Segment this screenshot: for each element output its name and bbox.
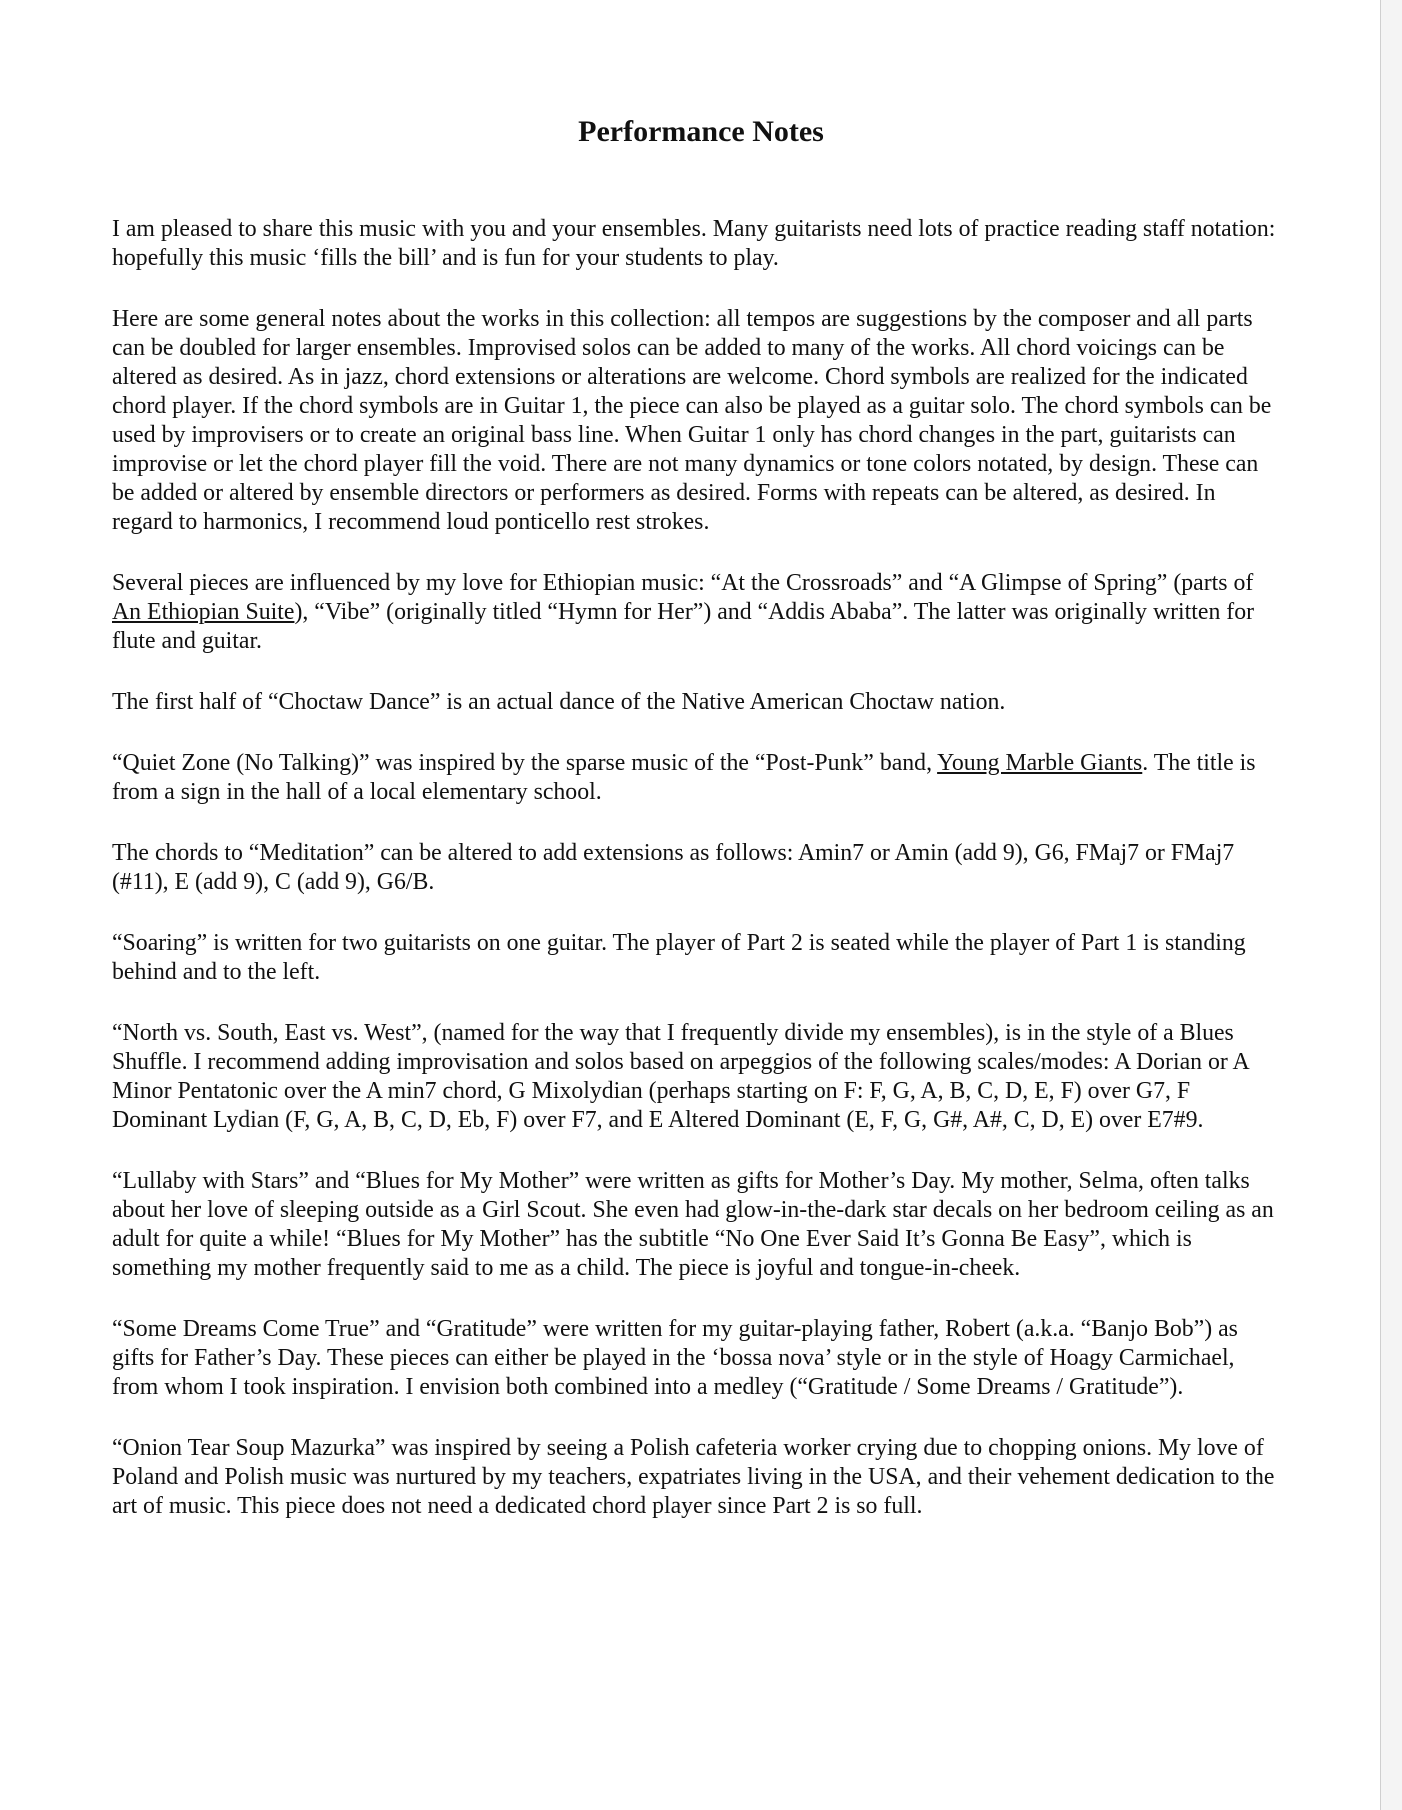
paragraph-text: ), “Vibe” (originally titled “Hymn for Her”) and “Addis Ababa”. The latter was originally written for flute and guitar. [112, 599, 1255, 654]
paragraph-some-dreams: “Some Dreams Come True” and “Gratitude” were written for my guitar-playing father, Robert (a.k.a. “Banjo Bob”) as gifts for Father’s Day. These pieces can either be played in the ‘bossa nova’ style or in the style of Hoagy Carmichael, from whom I took inspiration. I envision both combined into a medley (“Gratitude / Some Dreams / Gratitude”). [112, 1316, 1238, 1400]
paragraph-north-south: “North vs. South, East vs. West”, (named for the way that I frequently divide my ensembles), is in the style of a Blues Shuffle. I recommend adding improvisation and solos based on arpeggios of the following scales/modes: A Dorian or A Minor Pentatonic over the A min7 chord, G Mixolydian (perhaps starting on F: F, G, A, B, C, D, E, F) over G7, F Dominant Lydian (F, G, A, B, C, D, Eb, F) over F7, and E Altered Dominant (E, F, G, G#, A#, C, D, E) over E7#9. [112, 1020, 1249, 1133]
paragraph-text: “Quiet Zone (No Talking)” was inspired by the sparse music of the “Post-Punk” band, [112, 750, 938, 776]
paragraph-quiet-zone [112, 749, 1282, 807]
paragraph-soaring: “Soaring” is written for two guitarists on one guitar. The player of Part 2 is seated while the player of Part 1 is standing behind and to the left. [112, 930, 1246, 985]
document-body [112, 215, 1282, 1553]
paragraph-ethiopian [112, 569, 1282, 656]
paragraph-text: . The title is from a sign in the hall of a local elementary school. [112, 750, 1256, 805]
underlined-band-name: Young Marble Giants [937, 750, 1143, 776]
paragraph-onion-tear: “Onion Tear Soup Mazurka” was inspired by seeing a Polish cafeteria worker crying due to chopping onions. My love of Poland and Polish music was nurtured by my teachers, expatriates living in the USA, and their vehement dedication to the art of music. This piece does not need a dedicated chord player since Part 2 is so full. [112, 1435, 1275, 1519]
paragraph-text: Several pieces are influenced by my love for Ethiopian music: “At the Crossroads” and “A Glimpse of Spring” (parts of [112, 570, 1254, 596]
paragraph-lullaby: “Lullaby with Stars” and “Blues for My Mother” were written as gifts for Mother’s Day. My mother, Selma, often talks about her love of sleeping outside as a Girl Scout. She even had glow-in-the-dark star decals on her bedroom ceiling as an adult for quite a while! “Blues for My Mother” has the subtitle “No One Ever Said It’s Gonna Be Easy”, which is something my mother frequently said to me as a child. The piece is joyful and tongue-in-cheek. [112, 1168, 1274, 1281]
paragraph-meditation: The chords to “Meditation” can be altered to add extensions as follows: Amin7 or Amin (add 9), G6, FMaj7 or FMaj7 (#11), E (add 9), C (add 9), G6/B. [112, 840, 1235, 895]
page-title: Performance Notes [578, 115, 824, 148]
paragraph-general-notes: Here are some general notes about the works in this collection: all tempos are suggestions by the composer and all parts can be doubled for larger ensembles. Improvised solos can be added to many of the works. All chord voicings can be altered as desired. As in jazz, chord extensions or alterations are welcome. Chord symbols are realized for the indicated chord player. If the chord symbols are in Guitar 1, the piece can also be played as a guitar solo. The chord symbols can be used by improvisers or to create an original bass line. When Guitar 1 only has chord changes in the part, guitarists can improvise or let the chord player fill the void. There are not many dynamics or tone colors notated, by design. These can be added or altered by ensemble directors or performers as desired. Forms with repeats can be altered, as desired. In regard to harmonics, I recommend loud ponticello rest strokes. [112, 306, 1272, 535]
paragraph-intro: I am pleased to share this music with you and your ensembles. Many guitarists need lots of practice reading staff notation: hopefully this music ‘fills the bill’ and is fun for your students to play. [112, 216, 1276, 271]
page-edge [1380, 0, 1402, 1810]
underlined-title-ethiopian-suite: An Ethiopian Suite [112, 599, 295, 625]
paragraph-choctaw: The first half of “Choctaw Dance” is an actual dance of the Native American Choctaw nation. [112, 689, 1006, 715]
